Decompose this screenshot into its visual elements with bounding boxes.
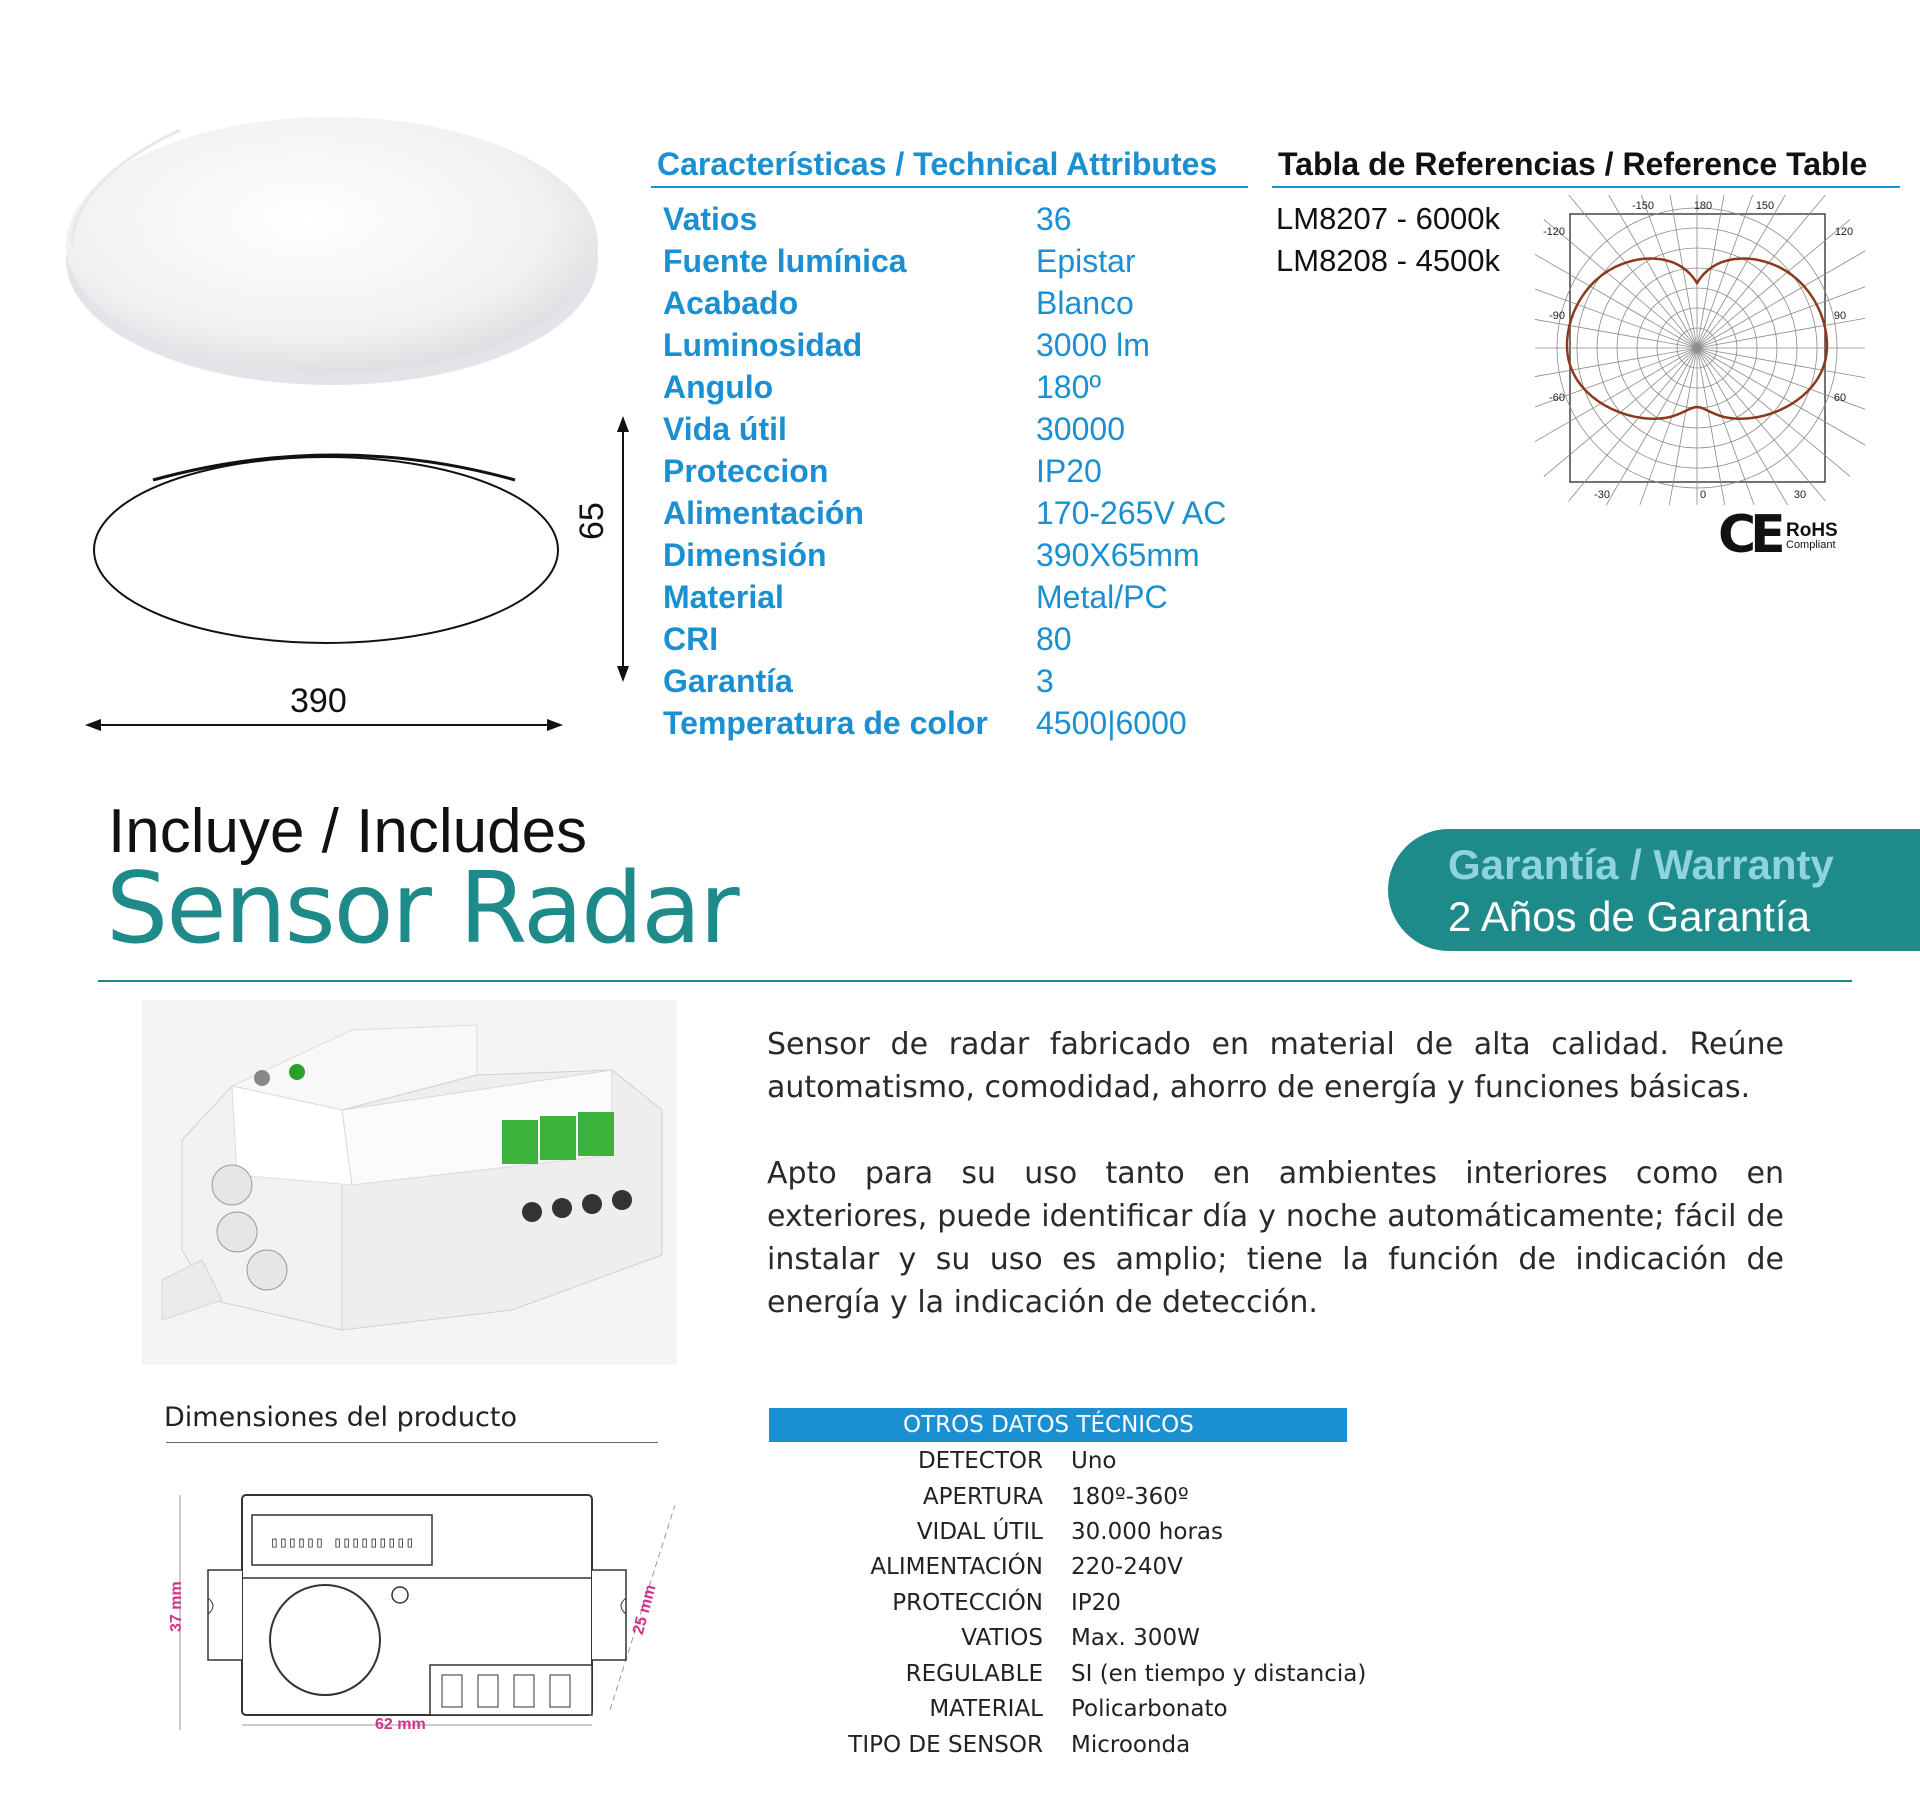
spec-label: Garantía [663, 663, 793, 699]
warranty-badge [1388, 829, 1920, 951]
other-data-value: 180º-360º [1071, 1484, 1189, 1510]
spec-label: Angulo [663, 369, 774, 405]
radar-sensor-photo [142, 1000, 677, 1365]
description-paragraph-2: Apto para su uso tanto en ambientes interiores como en exteriores, puede identificar día y noche automáticamente; fácil de instalar y su uso es amplio; tiene la función de indicación de energía y la indicación de detección. [767, 1156, 1784, 1320]
svg-text:▯▯▯▯▯▯ ▯▯▯▯▯▯▯▯▯: ▯▯▯▯▯▯ ▯▯▯▯▯▯▯▯▯ [269, 1533, 415, 1551]
other-data-label: VATIOS [961, 1625, 1043, 1651]
other-data-label: VIDAL ÚTIL [916, 1519, 1043, 1545]
lamp-dimension-drawing [85, 410, 645, 740]
spec-label: Temperatura de color [663, 705, 988, 741]
description-paragraph-1: Sensor de radar fabricado en material de alta calidad. Reúne automatismo, comodidad, ahorro de energía y funciones básicas. [767, 1027, 1784, 1105]
sensor-width-label: 62 mm [375, 1716, 426, 1733]
warranty-text: 2 Años de Garantía [1448, 893, 1810, 940]
section-divider [98, 980, 1852, 982]
spec-value: Blanco [1036, 285, 1134, 321]
polar-label-left: -120 [1542, 226, 1565, 238]
reference-table-heading: Tabla de Referencias / Reference Table [1278, 146, 1868, 182]
polar-label-right: 60 [1833, 392, 1847, 404]
spec-value: 180º [1036, 369, 1102, 405]
spec-label: CRI [663, 621, 719, 657]
spec-label: Vida útil [663, 411, 787, 447]
spec-value: 30000 [1036, 411, 1125, 447]
other-data-label: TIPO DE SENSOR [848, 1732, 1043, 1758]
spec-value: 4500|6000 [1036, 705, 1187, 741]
other-data-value: Uno [1071, 1448, 1117, 1474]
spec-label: Material [663, 579, 784, 615]
spec-label: Dimensión [663, 537, 827, 573]
other-data-label: DETECTOR [917, 1448, 1043, 1474]
other-data-value: Microonda [1071, 1732, 1191, 1758]
spec-label: Alimentación [663, 495, 864, 531]
spec-value: 3 [1036, 663, 1054, 699]
reference-heading-underline [1272, 186, 1900, 188]
warranty-title: Garantía / Warranty [1448, 841, 1834, 888]
polar-label-bottom: -30 [1594, 489, 1610, 501]
spec-value: Metal/PC [1036, 579, 1168, 615]
polar-label-top: 150 [1755, 200, 1775, 212]
other-data-label: ALIMENTACIÓN [870, 1554, 1043, 1580]
other-data-value: 30.000 horas [1071, 1519, 1223, 1545]
other-data-heading: OTROS DATOS TÉCNICOS [903, 1412, 1194, 1438]
other-data-label: REGULABLE [905, 1661, 1043, 1687]
spec-value: 390X65mm [1036, 537, 1200, 573]
polar-label-top: -150 [1631, 200, 1655, 212]
spec-value: 3000 lm [1036, 327, 1150, 363]
ceiling-light-photo [60, 70, 610, 390]
spec-value: 170-265V AC [1036, 495, 1227, 531]
sensor-dimension-drawing [160, 1480, 700, 1750]
other-data-label: MATERIAL [929, 1696, 1043, 1722]
other-data-value: Policarbonato [1071, 1696, 1228, 1722]
tech-attributes-heading: Características / Technical Attributes [657, 146, 1218, 182]
other-data-header [769, 1408, 1347, 1442]
spec-value: IP20 [1036, 453, 1102, 489]
polar-label-right: 90 [1833, 310, 1847, 322]
rohs-compliant-text: Compliant [1786, 539, 1836, 551]
rohs-mark: RoHS [1786, 520, 1838, 541]
sensor-depth-label: 25 mm [630, 1583, 660, 1637]
dimensions-heading-underline [166, 1442, 658, 1443]
other-data-value: SI (en tiempo y distancia) [1071, 1661, 1367, 1687]
other-data-label: PROTECCIÓN [892, 1590, 1043, 1616]
polar-label-bottom: 0 [1699, 489, 1707, 501]
product-dimensions-heading: Dimensiones del producto [164, 1402, 517, 1433]
reference-item: LM8208 - 4500k [1276, 243, 1501, 278]
other-data-label: APERTURA [922, 1484, 1043, 1510]
spec-value: 36 [1036, 201, 1072, 237]
polar-label-right: 120 [1834, 226, 1854, 238]
sensor-height-label: 37 mm [168, 1581, 185, 1632]
spec-label: Proteccion [663, 453, 829, 489]
other-data-value: Max. 300W [1071, 1625, 1200, 1651]
spec-value: 80 [1036, 621, 1072, 657]
spec-label: Luminosidad [663, 327, 863, 363]
spec-label: Vatios [663, 201, 758, 237]
tech-heading-underline [651, 186, 1248, 188]
polar-label-top: 180 [1693, 200, 1713, 212]
other-data-value: IP20 [1071, 1590, 1121, 1616]
polar-label-left: -90 [1549, 310, 1565, 322]
other-data-value: 220-240V [1071, 1554, 1183, 1580]
spec-value: Epistar [1036, 243, 1136, 279]
ce-mark-icon: CE [1718, 505, 1780, 565]
spec-label: Acabado [663, 285, 799, 321]
includes-label: Incluye / Includes [108, 797, 588, 866]
polar-label-left: -60 [1549, 392, 1565, 404]
lamp-width-label: 390 [290, 682, 347, 720]
lamp-height-label: 65 [573, 502, 611, 540]
reference-item: LM8207 - 6000k [1276, 201, 1501, 236]
polar-light-distribution-diagram [1535, 195, 1865, 505]
sensor-radar-title: Sensor Radar [106, 852, 738, 966]
spec-label: Fuente lumínica [663, 243, 907, 279]
polar-label-bottom: 30 [1793, 489, 1807, 501]
